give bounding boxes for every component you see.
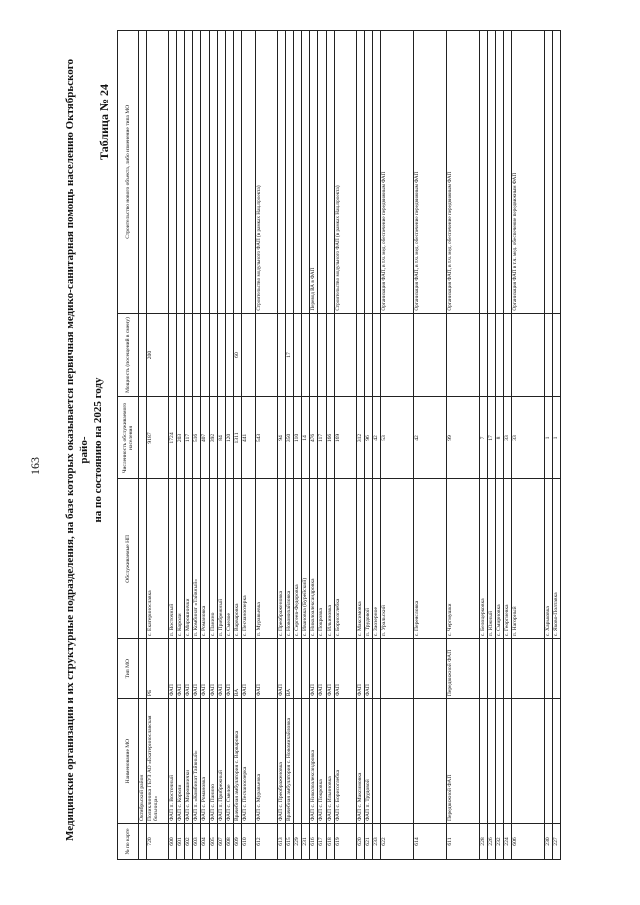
cell-settlement: п. Нагорный (512, 479, 545, 639)
cell-map-number: 619 (334, 824, 356, 860)
cell-map-number: 620 (356, 824, 364, 860)
col-header-settlements: Обслуживаемые НП (118, 479, 139, 639)
cell-settlement: с. Романовка (201, 479, 209, 639)
cell-org-type: ФАП (185, 639, 193, 699)
cell-map-number: 616 (310, 824, 318, 860)
cell-construction-note (479, 31, 487, 314)
cell-settlement: с. Переясловка (413, 479, 446, 639)
cell-org-name: ФАП п. Трудовой (364, 699, 372, 824)
cell-org-name: ФАП п. Восточный (169, 699, 177, 824)
cell-map-number: 602 (185, 824, 193, 860)
cell-capacity (553, 313, 561, 397)
col-header-map-number: № по карте (118, 824, 139, 860)
cell-settlement: п. Южный (487, 479, 495, 639)
cell-construction-note (217, 31, 225, 314)
cell-settlement: с. Белоцерковка (479, 479, 487, 639)
cell-population: 312 (356, 397, 364, 479)
cell-construction-note (139, 31, 147, 314)
cell-org-type: ФАП (356, 639, 364, 699)
cell-map-number: 614 (413, 824, 446, 860)
cell-org-name: ФАП с. Короли (177, 699, 185, 824)
cell-capacity (177, 313, 185, 397)
cell-population (139, 397, 147, 479)
cell-org-type (504, 639, 512, 699)
cell-settlement: п. Комбинат «Тайвный» (193, 479, 201, 639)
table-row (139, 31, 147, 860)
cell-org-name (487, 699, 495, 824)
cell-construction-note (201, 31, 209, 314)
cell-construction-note: Организация ФАП в т.ч. мед. обеспечение передвижным ФАП (512, 31, 545, 314)
cell-map-number: 229 (294, 824, 302, 860)
cell-org-name (413, 699, 446, 824)
cell-population: 117 (185, 397, 193, 479)
cell-org-name: Врачебная амбулатория с. Варваровка (233, 699, 241, 824)
cell-org-type: ФАП (193, 639, 201, 699)
table-row (356, 31, 364, 860)
cell-capacity (496, 313, 504, 397)
col-header-org-type: Тип МО (118, 639, 139, 699)
cell-org-type: ФАП (318, 639, 326, 699)
cell-map-number: 612 (255, 824, 277, 860)
cell-population: 7 (479, 397, 487, 479)
cell-population: 42 (413, 397, 446, 479)
cell-settlement: с. Екатеринославка (147, 479, 169, 639)
cell-population: 8 (496, 397, 504, 479)
table-header-row (118, 31, 139, 860)
cell-org-type (553, 639, 561, 699)
cell-construction-note (177, 31, 185, 314)
cell-map-number: 606 (512, 824, 545, 860)
cell-capacity (185, 313, 193, 397)
cell-construction-note (225, 31, 233, 314)
cell-org-type (294, 639, 302, 699)
table-row (233, 31, 241, 860)
cell-population: 117 (318, 397, 326, 479)
cell-settlement: с. Яково-Полтавка (553, 479, 561, 639)
table-row (255, 31, 277, 860)
cell-construction-note (277, 31, 285, 314)
cell-map-number: 615 (286, 824, 294, 860)
cell-org-type: Передвижной ФАП (446, 639, 479, 699)
cell-org-type: ФАП (255, 639, 277, 699)
table-row (294, 31, 302, 860)
cell-capacity (241, 313, 255, 397)
cell-org-type: ФАП (326, 639, 334, 699)
table-row (318, 31, 326, 860)
cell-construction-note (487, 31, 495, 314)
table-row (545, 31, 553, 860)
cell-construction-note (326, 31, 334, 314)
cell-capacity (217, 313, 225, 397)
table-row (225, 31, 233, 860)
table-row (302, 31, 310, 860)
cell-capacity (545, 313, 553, 397)
cell-org-name: Октябрьский район (139, 699, 147, 824)
table-row (241, 31, 255, 860)
cell-settlement: с. Смелое (225, 479, 233, 639)
cell-construction-note (185, 31, 193, 314)
cell-construction-note (294, 31, 302, 314)
cell-capacity (356, 313, 364, 397)
cell-settlement: с. Ильиновка (326, 479, 334, 639)
cell-settlement: с. Чергмушки (446, 479, 479, 639)
cell-org-type: ВА (233, 639, 241, 699)
cell-org-type: ФАП (177, 639, 185, 699)
cell-capacity (512, 313, 545, 397)
cell-map-number: 232 (496, 824, 504, 860)
table-row (169, 31, 177, 860)
cell-org-name (372, 699, 380, 824)
cell-settlement: с. Панино (209, 479, 217, 639)
cell-org-type: ФАП (277, 639, 285, 699)
cell-settlement: с. Максимовка (356, 479, 364, 639)
cell-map-number: 609 (233, 824, 241, 860)
cell-settlement: с. Мирошнички (185, 479, 193, 639)
cell-map-number: 601 (177, 824, 185, 860)
cell-settlement: с. Борисоглебка (334, 479, 356, 639)
cell-org-name (496, 699, 504, 824)
cell-org-type (512, 639, 545, 699)
table-row (201, 31, 209, 860)
cell-population: 476 (310, 397, 318, 479)
cell-population: 203 (177, 397, 185, 479)
cell-construction-note (302, 31, 310, 314)
cell-org-type: ФАП (217, 639, 225, 699)
table-row (372, 31, 380, 860)
col-header-population: Численность обслуживаемого населения (118, 397, 139, 479)
cell-population: 350 (286, 397, 294, 479)
cell-org-name: ФАП с. Мирошнички (185, 699, 193, 824)
table-row (553, 31, 561, 860)
cell-map-number: 622 (380, 824, 413, 860)
cell-population: 516 (193, 397, 201, 479)
cell-population: 407 (201, 397, 209, 479)
cell-org-name: ФАП п. «Комбинат Тайвный» (193, 699, 201, 824)
cell-map-number: 224 (504, 824, 512, 860)
cell-org-name (512, 699, 545, 824)
cell-map-number: 604 (201, 824, 209, 860)
cell-org-name: ФАП с. Смелое (225, 699, 233, 824)
cell-org-name: ФАП с. Романовка (201, 699, 209, 824)
page-title (63, 50, 105, 850)
cell-org-name: Врачебная амбулатория с. Новомихайловка (286, 699, 294, 824)
cell-org-name: ФАП п. Прибрежный (217, 699, 225, 824)
cell-capacity: 17 (286, 313, 294, 397)
cell-org-name: ФАП с. Борисоглебка (334, 699, 356, 824)
cell-settlement: с. Харьковка (545, 479, 553, 639)
cell-org-name: Передвижной ФАП (446, 699, 479, 824)
cell-org-name (380, 699, 413, 824)
cell-org-type: ФАП (201, 639, 209, 699)
table-row (504, 31, 512, 860)
cell-capacity (139, 313, 147, 397)
cell-org-name: Поликлиника ГБУЗ АО «Екатеринославская больница» (147, 699, 169, 824)
cell-map-number: 607 (217, 824, 225, 860)
cell-capacity (310, 313, 318, 397)
cell-population: 99 (446, 397, 479, 479)
cell-settlement: с. Преображеновка (277, 479, 285, 639)
cell-capacity (487, 313, 495, 397)
cell-construction-note (241, 31, 255, 314)
cell-population: 169 (334, 397, 356, 479)
cell-settlement: с. Новомихайловка (286, 479, 294, 639)
title-line-2: на по состоянию на 2025 году (92, 377, 104, 523)
cell-population: 14 (302, 397, 310, 479)
cell-capacity (209, 313, 217, 397)
cell-population: 1 (545, 397, 553, 479)
cell-population: 96 (364, 397, 372, 479)
cell-settlement: с. Сергеев-Федоровка (294, 479, 302, 639)
cell-org-name (294, 699, 302, 824)
cell-settlement: с. Ивановка (Бурейский) (302, 479, 310, 639)
cell-population: 1311 (233, 397, 241, 479)
table-row (512, 31, 545, 860)
col-header-construction: Строительство нового объекта, либо изменение типа МО (118, 31, 139, 314)
cell-map-number: 617 (318, 824, 326, 860)
cell-map-number: 603 (193, 824, 201, 860)
cell-capacity (326, 313, 334, 397)
cell-capacity (334, 313, 356, 397)
cell-map-number: 233 (372, 824, 380, 860)
table-row (487, 31, 495, 860)
cell-org-type (413, 639, 446, 699)
cell-capacity (364, 313, 372, 397)
cell-settlement: с. Георгиевка (504, 479, 512, 639)
cell-construction-note (233, 31, 241, 314)
cell-capacity: 60 (233, 313, 241, 397)
cell-population: 33 (512, 397, 545, 479)
cell-population: 9187 (147, 397, 169, 479)
cell-capacity (372, 313, 380, 397)
page-number: 163 (28, 457, 42, 475)
cell-construction-note (147, 31, 169, 314)
cell-map-number: 227 (553, 824, 561, 860)
cell-org-type: ФАП (209, 639, 217, 699)
cell-org-name: ФАП с. Покровка (318, 699, 326, 824)
cell-population: 84 (217, 397, 225, 479)
cell-map-number (139, 824, 147, 860)
cell-map-number: 608 (225, 824, 233, 860)
cell-population: 94 (277, 397, 285, 479)
cell-org-type: ФАП (169, 639, 177, 699)
cell-map-number: 613 (277, 824, 285, 860)
cell-population: 166 (326, 397, 334, 479)
cell-capacity (318, 313, 326, 397)
cell-map-number: 610 (241, 824, 255, 860)
cell-settlement: с. Песчаноозерка (241, 479, 255, 639)
cell-construction-note (372, 31, 380, 314)
table-row (446, 31, 479, 860)
cell-settlement: п. Трудовой (364, 479, 372, 639)
cell-population: 33 (504, 397, 512, 479)
table-row (286, 31, 294, 860)
cell-map-number: 605 (209, 824, 217, 860)
cell-population: 110 (294, 397, 302, 479)
cell-population: 543 (255, 397, 277, 479)
cell-construction-note (504, 31, 512, 314)
cell-construction-note (364, 31, 372, 314)
table-row (217, 31, 225, 860)
table-row (193, 31, 201, 860)
cell-population: 1724 (169, 397, 177, 479)
cell-org-type (372, 639, 380, 699)
table-row (326, 31, 334, 860)
cell-construction-note: Организация ФАП, в т.ч. мед. обеспечение передвижным ФАП (446, 31, 479, 314)
cell-capacity (277, 313, 285, 397)
cell-map-number: 618 (326, 824, 334, 860)
cell-settlement: с. Короли (177, 479, 185, 639)
cell-map-number: 231 (302, 824, 310, 860)
cell-capacity (446, 313, 479, 397)
cell-capacity (380, 313, 413, 397)
cell-org-type: ВА (286, 639, 294, 699)
table-row (364, 31, 372, 860)
cell-map-number: 226 (487, 824, 495, 860)
cell-org-type: ФАП (334, 639, 356, 699)
cell-population: 392 (209, 397, 217, 479)
cell-construction-note (553, 31, 561, 314)
cell-settlement: п. Муравьевка (255, 479, 277, 639)
cell-org-type: ФАП (364, 639, 372, 699)
cell-org-type (479, 639, 487, 699)
title-line-1: Медицинские организации и их структурные подразделения, на базе которых оказывается первичная медико-санитарная помощь населению Октябрьского райо- (64, 59, 90, 841)
cell-org-name (479, 699, 487, 824)
cell-org-type (139, 639, 147, 699)
col-header-org-name: Наименование МО (118, 699, 139, 824)
cell-population: 1 (553, 397, 561, 479)
cell-map-number: 600 (169, 824, 177, 860)
cell-settlement: с. Варваровка (233, 479, 241, 639)
cell-construction-note: Организация ФАП, в т.ч. мед. обеспечение передвижным ФАП (380, 31, 413, 314)
cell-capacity (302, 313, 310, 397)
cell-org-type (380, 639, 413, 699)
cell-org-type: ФАП (241, 639, 255, 699)
cell-capacity: 200 (147, 313, 169, 397)
cell-org-name (504, 699, 512, 824)
cell-construction-note (209, 31, 217, 314)
cell-capacity (169, 313, 177, 397)
cell-settlement: п. Восточный (169, 479, 177, 639)
cell-org-type (302, 639, 310, 699)
cell-capacity (294, 313, 302, 397)
cell-construction-note: Строительство модульного ФАП (в рамках Нац.проекта) (334, 31, 356, 314)
cell-map-number: 230 (545, 824, 553, 860)
col-header-capacity: Мощность (посещений в смену) (118, 313, 139, 397)
cell-population: 17 (487, 397, 495, 479)
cell-map-number: 228 (479, 824, 487, 860)
table-row (310, 31, 318, 860)
cell-population: 53 (380, 397, 413, 479)
cell-org-type (545, 639, 553, 699)
table-row (413, 31, 446, 860)
cell-construction-note (318, 31, 326, 314)
cell-construction-note: Организация ФАП, в т.ч. мед. обеспечение передвижным ФАП (413, 31, 446, 314)
cell-construction-note (286, 31, 294, 314)
cell-capacity (504, 313, 512, 397)
cell-construction-note (193, 31, 201, 314)
table-body (139, 31, 561, 860)
table-row (479, 31, 487, 860)
cell-org-type: ФАП (310, 639, 318, 699)
cell-capacity (225, 313, 233, 397)
table-row (334, 31, 356, 860)
cell-org-type (496, 639, 504, 699)
cell-org-name (553, 699, 561, 824)
cell-settlement: с. Покровка (318, 479, 326, 639)
cell-construction-note: Перевод ВА в ФАП (310, 31, 318, 314)
cell-org-type: ФАП (225, 639, 233, 699)
cell-org-name: ФАП с. Преображеновка (277, 699, 285, 824)
cell-org-type: РБ (147, 639, 169, 699)
cell-settlement: с. Смирновка (496, 479, 504, 639)
cell-settlement: с. Заозерное (372, 479, 380, 639)
cell-construction-note (169, 31, 177, 314)
cell-population: 441 (241, 397, 255, 479)
cell-org-name: ФАП с. Максимовка (356, 699, 364, 824)
cell-org-name: ФАП с. Ильиновка (326, 699, 334, 824)
cell-map-number: 611 (446, 824, 479, 860)
cell-org-type (487, 639, 495, 699)
cell-org-name (302, 699, 310, 824)
cell-settlement: с. Николоалександровка (310, 479, 318, 639)
rotated-content (25, 20, 615, 880)
cell-capacity (479, 313, 487, 397)
cell-settlement: п. Прибрежный (217, 479, 225, 639)
table-row (147, 31, 169, 860)
table-row (380, 31, 413, 860)
cell-org-name (545, 699, 553, 824)
table-row (185, 31, 193, 860)
table-label: Таблица № 24 (97, 83, 111, 160)
cell-construction-note (545, 31, 553, 314)
table-row (177, 31, 185, 860)
cell-map-number: 621 (364, 824, 372, 860)
cell-map-number: 720 (147, 824, 169, 860)
cell-settlement (139, 479, 147, 639)
cell-capacity (193, 313, 201, 397)
cell-population: 42 (372, 397, 380, 479)
table-row (209, 31, 217, 860)
table-row (277, 31, 285, 860)
cell-org-name: ФАП с. Песчаноозерка (241, 699, 255, 824)
table-row (496, 31, 504, 860)
cell-population: 120 (225, 397, 233, 479)
cell-org-name: ФАП с. Николоалександровка (310, 699, 318, 824)
cell-org-name: ФАП с. Муравьевка (255, 699, 277, 824)
cell-settlement: п. Уральский (380, 479, 413, 639)
facilities-table (117, 30, 561, 860)
cell-capacity (413, 313, 446, 397)
cell-capacity (255, 313, 277, 397)
cell-capacity (201, 313, 209, 397)
cell-org-name: ФАП с. Панино (209, 699, 217, 824)
cell-construction-note (496, 31, 504, 314)
cell-construction-note (356, 31, 364, 314)
cell-construction-note: Строительство модульного ФАП (в рамках Нац.проекта) (255, 31, 277, 314)
